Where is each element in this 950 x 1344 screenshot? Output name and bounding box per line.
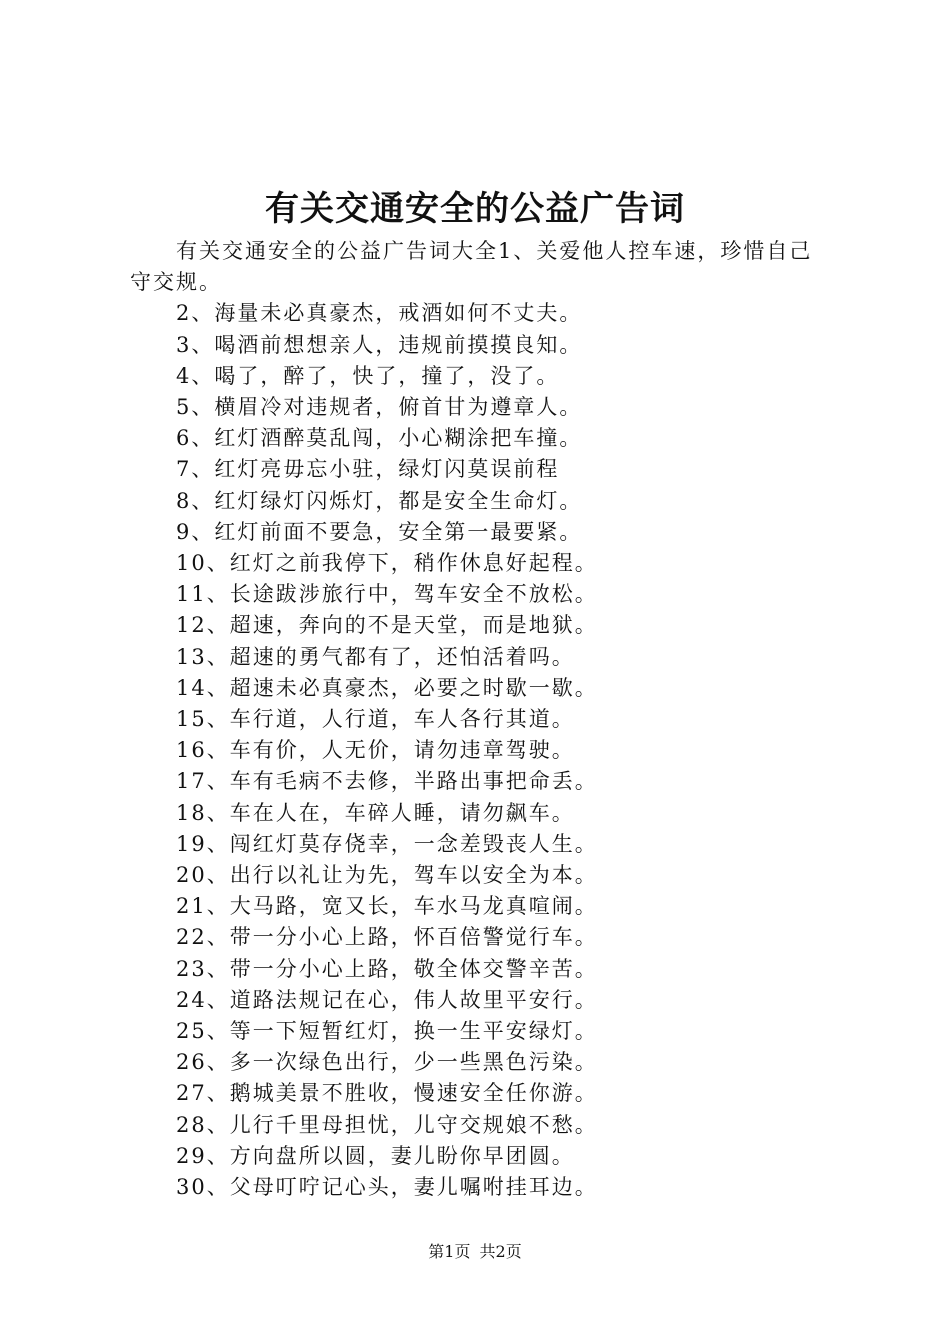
page-total: 共2页 [479,1242,522,1261]
slogan-list [130,298,835,1203]
slogan-line: 19、闯红灯莫存侥幸，一念差毁丧人生。 [176,831,598,856]
slogan-line: 15、车行道，人行道，车人各行其道。 [176,707,575,732]
slogan-line: 24、道路法规记在心，伟人故里平安行。 [176,987,598,1012]
slogan-line: 29、方向盘所以圆，妻儿盼你早团圆。 [176,1143,575,1168]
slogan-line: 25、等一下短暂红灯，换一生平安绿灯。 [176,1019,598,1044]
page-footer [0,1240,950,1264]
slogan-line: 11、长途跋涉旅行中，驾车安全不放松。 [176,582,598,607]
slogan-line: 4、喝了，醉了，快了，撞了，没了。 [176,363,560,388]
slogan-line: 6、红灯酒醉莫乱闯，小心糊涂把车撞。 [176,426,583,451]
slogan-line: 23、带一分小心上路，敬全体交警辛苦。 [176,956,598,981]
slogan-line: 20、出行以礼让为先，驾车以安全为本。 [176,863,598,888]
slogan-line: 7、红灯亮毋忘小驻，绿灯闪莫误前程 [176,457,560,482]
slogan-line: 2、海量未必真豪杰，戒酒如何不丈夫。 [176,301,583,326]
slogan-line: 18、车在人在，车碎人睡，请勿飙车。 [176,800,575,825]
slogan-line: 27、鹅城美景不胜收，慢速安全任你游。 [176,1081,598,1106]
slogan-line: 13、超速的勇气都有了，还怕活着吗。 [176,644,575,669]
slogan-line: 26、多一次绿色出行，少一些黑色污染。 [176,1050,598,1075]
slogan-line: 17、车有毛病不去修，半路出事把命丢。 [176,769,598,794]
slogan-line: 5、横眉冷对违规者，俯首甘为遵章人。 [176,395,583,420]
slogan-line: 22、带一分小心上路，怀百倍警觉行车。 [176,925,598,950]
slogan-line: 14、超速未必真豪杰，必要之时歇一歇。 [176,675,598,700]
slogan-line: 21、大马路，宽又长，车水马龙真喧闹。 [176,894,598,919]
slogan-line: 30、父母叮咛记心头，妻儿嘱咐挂耳边。 [176,1175,598,1200]
document-body [130,236,835,1203]
slogan-line: 12、超速，奔向的不是天堂，而是地狱。 [176,613,598,638]
slogan-line: 16、车有价，人无价，请勿违章驾驶。 [176,738,575,763]
document-title: 有关交通安全的公益广告词 [265,189,685,229]
slogan-line: 3、喝酒前想想亲人，违规前摸摸良知。 [176,332,583,357]
slogan-line: 9、红灯前面不要急，安全第一最要紧。 [176,519,583,544]
page-number: 第1页 [428,1242,471,1261]
slogan-line: 28、儿行千里母担忧，儿守交规娘不愁。 [176,1112,598,1137]
slogan-line: 8、红灯绿灯闪烁灯，都是安全生命灯。 [176,488,583,513]
slogan-line: 10、红灯之前我停下，稍作休息好起程。 [176,551,598,576]
intro-paragraph: 有关交通安全的公益广告词大全1、关爱他人控车速，珍惜自己守交规。 [130,239,813,295]
